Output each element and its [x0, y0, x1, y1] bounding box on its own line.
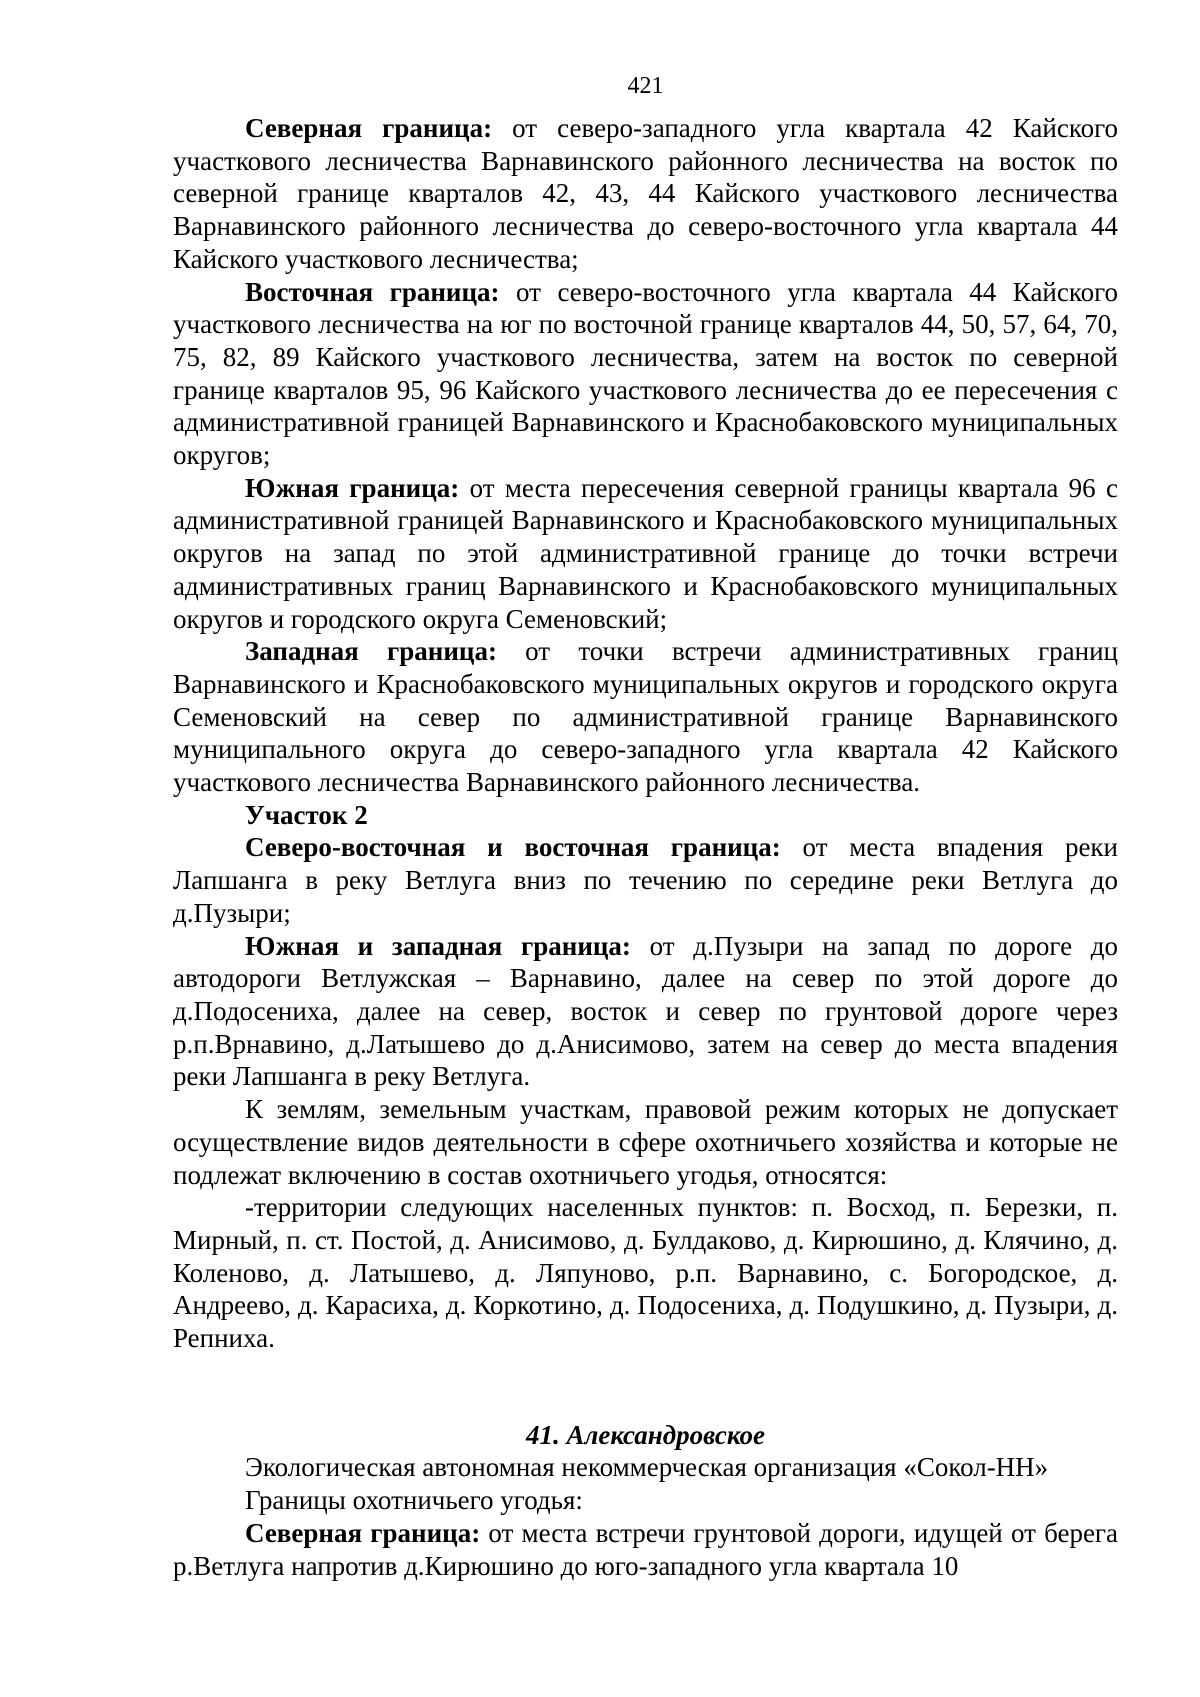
borders-heading: Границы охотничьего угодья:	[245, 1485, 583, 1516]
section-41-title: 41. Александровское	[525, 1419, 765, 1450]
northeast-border-paragraph	[173, 831, 1118, 929]
south-border-label: Южная граница:	[245, 472, 460, 503]
southwest-border-text: от д.Пузыри на запад по дороге до автодороги Ветлужская – Варнавино, далее на север по этой дороге до д.Подосениха, далее на север, восток и север по грунтовой дороге через р.п.Врнавино, д.Латышево до д.Анисимово, затем на север до места впадения реки Лапшанга в реку Ветлуга.	[173, 930, 1118, 1092]
north-border-paragraph	[173, 112, 1118, 276]
section-41-north-border-label: Северная граница:	[245, 1517, 481, 1548]
organization-line: Экологическая автономная некоммерческая организация «Сокол-НН»	[245, 1452, 1049, 1483]
west-border-label: Западная граница:	[245, 636, 497, 667]
south-border-text: от места пересечения северной границы квартала 96 с административной границей Варнавинского и Краснобаковского муниципальных округов на запад по этой административной границе до точки встречи административных границ Варнавинского и Краснобаковского муниципальных округов и городского округа Семеновский;	[173, 472, 1118, 634]
west-border-paragraph	[173, 635, 1118, 799]
section-41-north-border-text: от места встречи грунтовой дороги, идущей от берега р.Ветлуга напротив д.Кирюшино до юго-западного угла квартала 10	[173, 1517, 1118, 1581]
section-41-north-border-paragraph	[173, 1517, 1118, 1582]
southwest-border-paragraph	[173, 930, 1118, 1094]
northeast-border-text: от места впадения реки Лапшанга в реку Ветлуга вниз по течению по середине реки Ветлуга до д.Пузыри;	[173, 832, 1118, 928]
document-body	[173, 112, 1118, 1582]
west-border-text: от точки встречи административных границ Варнавинского и Краснобаковского муниципальных округов и городского округа Семеновский на север по административной границе Варнавинского муниципального округа до северо-западного угла квартала 42 Кайского участкового лесничества Варнавинского районного лесничества.	[173, 636, 1118, 798]
section-gap	[173, 1355, 1118, 1419]
north-border-label: Северная граница:	[245, 113, 493, 143]
lands-intro-paragraph: К землям, земельным участкам, правовой режим которых не допускает осуществление видов деятельности в сфере охотничьего хозяйства и которые не подлежат включению в состав охотничьего угодья, относятся:	[173, 1094, 1118, 1190]
east-border-text: от северо-восточного угла квартала 44 Кайского участкового лесничества на юг по восточной границе кварталов 44, 50, 57, 64, 70, 75, 82, 89 Кайского участкового лесничества, затем на восток по северной границе кварталов 95, 96 Кайского участкового лесничества до ее пересечения с административной границей Варнавинского и Краснобаковского муниципальных округов;	[173, 276, 1119, 471]
east-border-paragraph	[173, 276, 1118, 472]
territories-paragraph: -территории следующих населенных пунктов: п. Восход, п. Березки, п. Мирный, п. ст. Постой, д. Анисимово, д. Булдаково, д. Кирюшино, д. Клячино, д. Коленово, д. Латышево, д. Ляпуново, р.п. Варнавино, с. Богородское, д. Андреево, д. Карасиха, д. Коркотино, д. Подосениха, д. Подушкино, д. Пузыри, д. Репниха.	[173, 1192, 1118, 1354]
plot-2-heading: Участок 2	[245, 799, 368, 830]
east-border-label: Восточная граница:	[245, 276, 500, 307]
southwest-border-label: Южная и западная граница:	[245, 930, 631, 961]
northeast-border-label: Северо-восточная и восточная граница:	[245, 832, 781, 863]
page-number: 421	[627, 73, 664, 99]
south-border-paragraph	[173, 472, 1118, 636]
north-border-text: от северо-западного угла квартала 42 Кайского участкового лесничества Варнавинского районного лесничества на восток по северной границе кварталов 42, 43, 44 Кайского участкового лесничества Варнавинского районного лесничества до северо-восточного угла квартала 44 Кайского участкового лесничества;	[173, 113, 1118, 274]
